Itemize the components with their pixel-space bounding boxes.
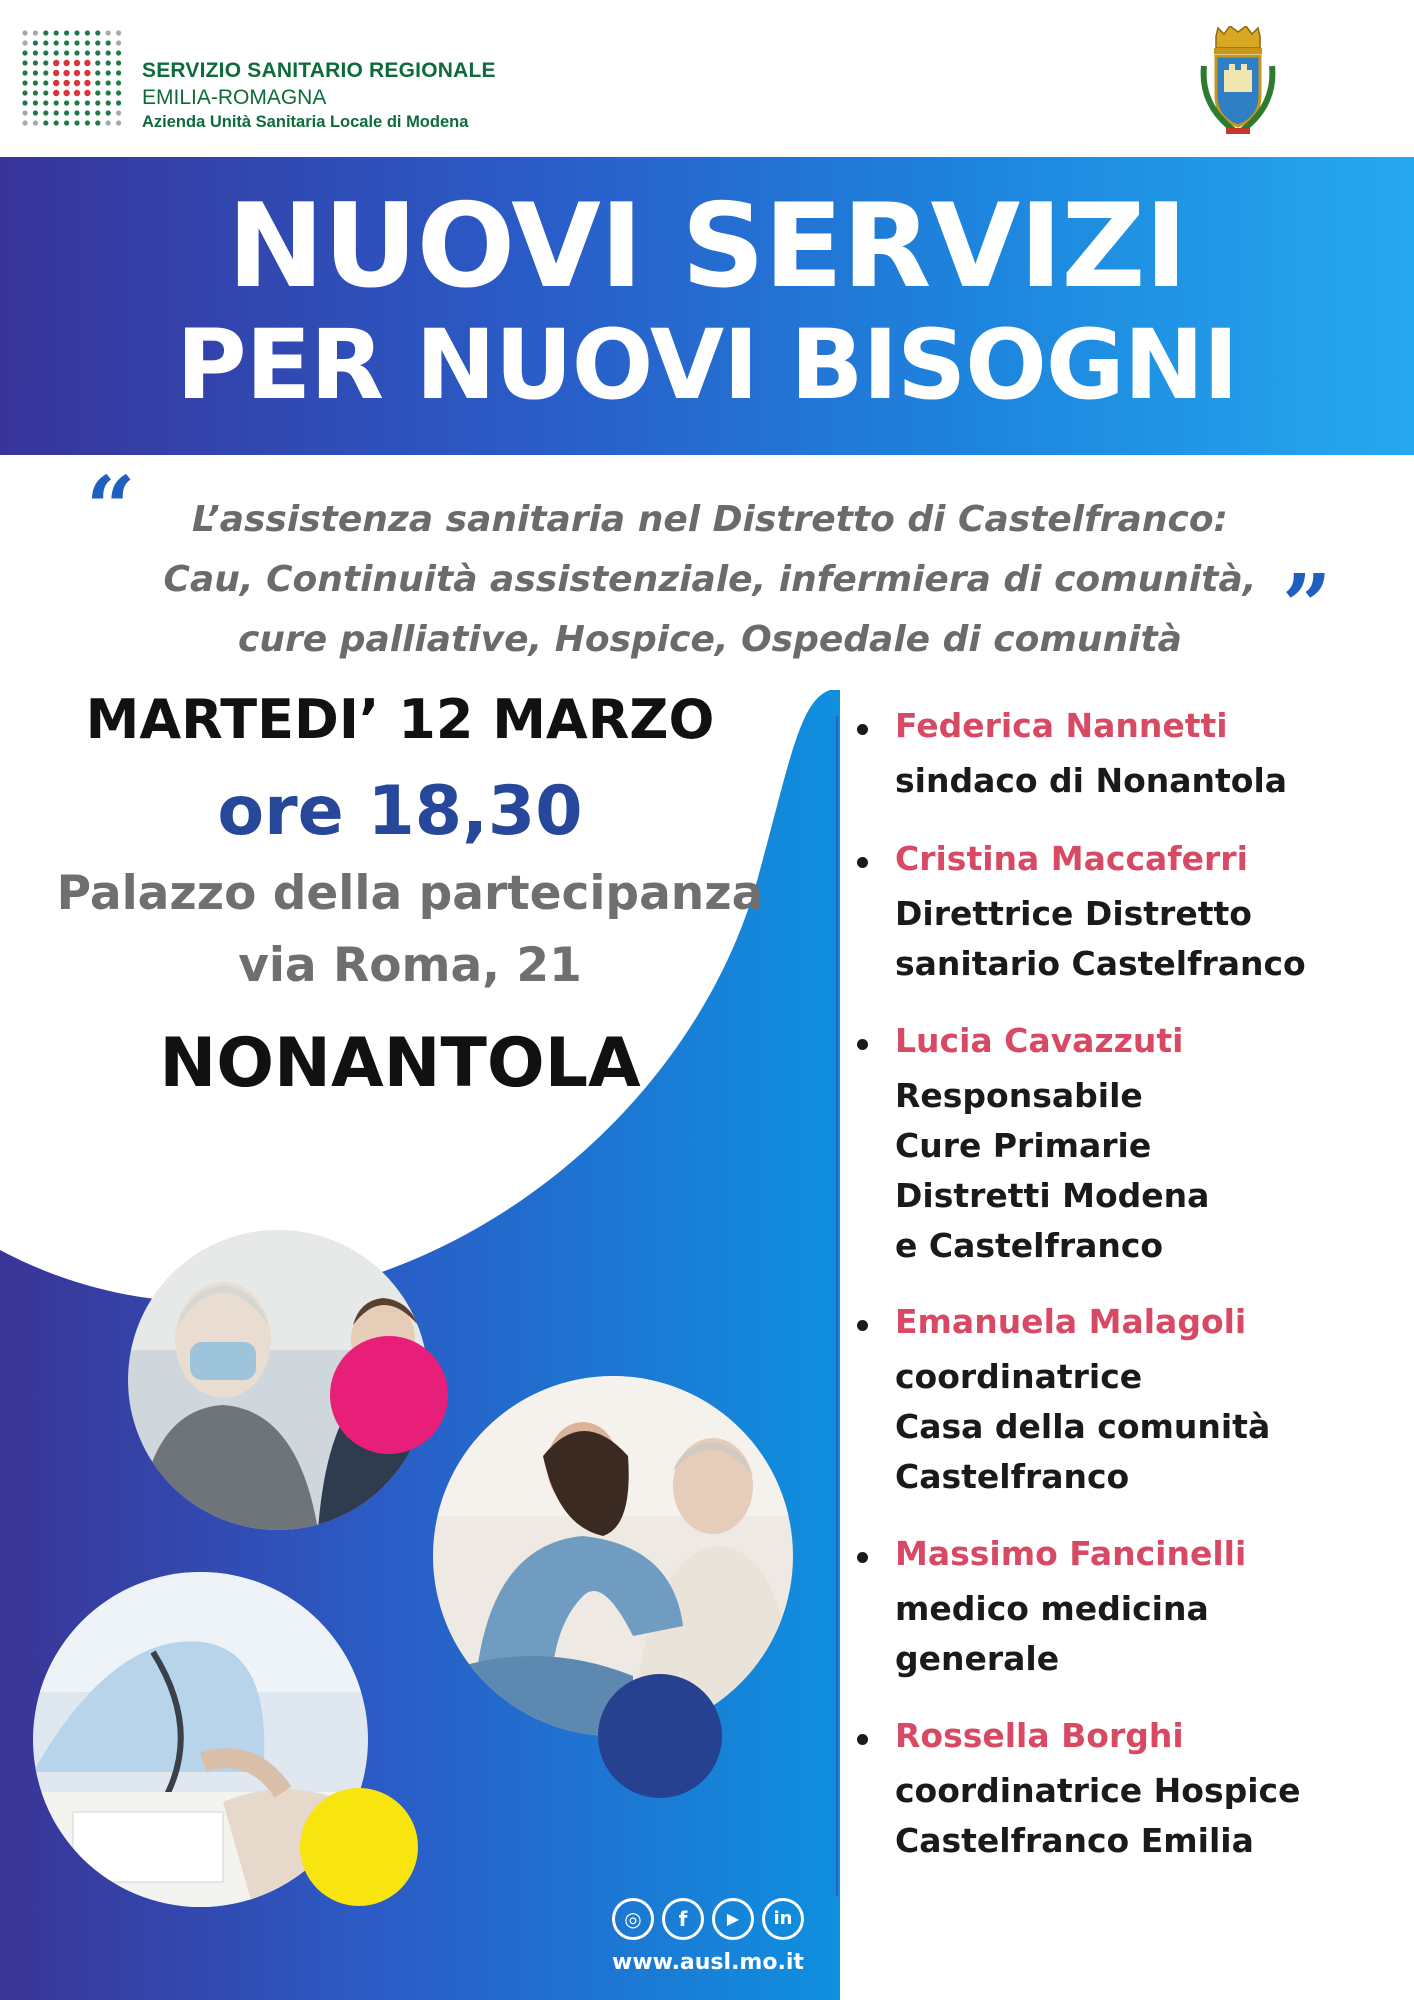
speaker-name: Lucia Cavazzuti <box>895 1021 1184 1060</box>
logo-dot <box>43 100 48 105</box>
logo-dot <box>43 70 48 75</box>
speaker-role <box>895 1584 1209 1684</box>
logo-dot <box>22 100 27 105</box>
logo-dot <box>74 30 79 35</box>
event-venue: Palazzo della partecipanza <box>56 866 764 921</box>
speaker-role-line: Casa della comunità <box>895 1407 1271 1446</box>
logo-dot <box>85 50 90 55</box>
bullet-icon <box>857 1039 868 1050</box>
logo-dot <box>116 30 121 35</box>
magenta-dot <box>330 1336 448 1454</box>
event-city: NONANTOLA <box>159 1024 641 1103</box>
logo-dot <box>74 60 80 66</box>
logo-dot <box>106 40 111 45</box>
logo-dot <box>33 60 38 65</box>
speaker-name: Federica Nannetti <box>895 706 1228 745</box>
logo-dot <box>63 70 69 76</box>
logo-dot <box>43 110 48 115</box>
close-quote-icon: ” <box>1282 556 1332 657</box>
speaker-role-line: Distretti Modena <box>895 1176 1210 1215</box>
logo-dot <box>22 80 27 85</box>
logo-dot <box>33 90 38 95</box>
logo-dot <box>106 70 111 75</box>
quote-line-1: L’assistenza sanitaria nel Distretto di Castelfranco: <box>192 499 1228 540</box>
youtube-icon[interactable]: ▶ <box>712 1898 754 1940</box>
logo-dot <box>53 80 59 86</box>
speaker-role-line: coordinatrice Hospice <box>895 1771 1301 1810</box>
speaker-role-line: Castelfranco Emilia <box>895 1821 1254 1860</box>
logo-dot <box>116 80 121 85</box>
banner-title-line-2: PER NUOVI BISOGNI <box>176 309 1238 421</box>
event-address: via Roma, 21 <box>238 938 582 993</box>
logo-dot <box>106 30 111 35</box>
logo-dot <box>54 30 59 35</box>
logo-dot <box>116 110 121 115</box>
speaker-name: Emanuela Malagoli <box>895 1302 1247 1341</box>
logo-dot <box>106 110 111 115</box>
logo-dot <box>74 90 80 96</box>
bullet-icon <box>857 1320 868 1331</box>
logo-dot <box>85 120 90 125</box>
logo-dot <box>53 90 59 96</box>
speaker-role <box>895 756 1287 806</box>
logo-dot <box>74 110 79 115</box>
quote-line-3: cure palliative, Hospice, Ospedale di comunità <box>238 619 1182 660</box>
event-time: ore 18,30 <box>217 772 583 851</box>
quote-text <box>150 490 1270 670</box>
linkedin-icon[interactable]: in <box>762 1898 804 1940</box>
speaker-role <box>895 1352 1270 1502</box>
logo-dot <box>43 30 48 35</box>
logo-dot <box>43 90 48 95</box>
logo-dot <box>95 110 100 115</box>
logo-dot <box>74 40 79 45</box>
logo-dot <box>106 60 111 65</box>
speaker-role-line: Castelfranco <box>895 1457 1130 1496</box>
logo-dot <box>116 60 121 65</box>
logo-dot <box>95 60 100 65</box>
social-links <box>612 1898 808 1946</box>
logo-dot <box>64 50 69 55</box>
logo-dot <box>106 100 111 105</box>
bullet-icon <box>857 1552 868 1563</box>
logo-dot <box>43 40 48 45</box>
logo-dot <box>22 120 27 125</box>
logo-dot <box>85 100 90 105</box>
logo-dot <box>106 50 111 55</box>
yellow-dot <box>300 1788 418 1906</box>
logo-dot <box>22 50 27 55</box>
speaker-role-line: medico medicina <box>895 1589 1209 1628</box>
logo-dot <box>22 90 27 95</box>
logo-dot <box>116 50 121 55</box>
org-line-3: Azienda Unità Sanitaria Locale di Modena <box>142 112 469 131</box>
speaker-name: Massimo Fancinelli <box>895 1534 1247 1573</box>
logo-dot <box>106 120 111 125</box>
logo-dot <box>116 70 121 75</box>
logo-dot <box>63 90 69 96</box>
organization-name <box>142 58 496 133</box>
facebook-icon[interactable]: f <box>662 1898 704 1940</box>
speaker-role-line: sindaco di Nonantola <box>895 761 1288 800</box>
org-line-2: EMILIA-ROMAGNA <box>142 85 327 109</box>
logo-dot <box>74 120 79 125</box>
logo-dot <box>22 70 27 75</box>
website-link[interactable]: www.ausl.mo.it <box>612 1950 804 1975</box>
vertical-divider <box>836 716 838 1896</box>
logo-dot <box>74 50 79 55</box>
speaker-role-line: coordinatrice <box>895 1357 1143 1396</box>
speaker-role-line: Responsabile <box>895 1076 1143 1115</box>
speaker-role-line: Direttrice Distretto <box>895 894 1252 933</box>
navy-dot <box>598 1674 722 1798</box>
logo-dot <box>85 110 90 115</box>
logo-dot <box>64 40 69 45</box>
logo-dot <box>106 80 111 85</box>
event-date: MARTEDI’ 12 MARZO <box>85 688 715 751</box>
logo-dot <box>54 40 59 45</box>
speaker-name: Cristina Maccaferri <box>895 839 1248 878</box>
bullet-icon <box>857 1734 868 1745</box>
speaker-role <box>895 889 1306 989</box>
logo-dot <box>43 50 48 55</box>
quote-line-2: Cau, Continuità assistenziale, infermiera di comunità, <box>163 559 1257 600</box>
logo-dot <box>95 80 100 85</box>
logo-dot <box>22 30 27 35</box>
title-banner <box>0 157 1414 455</box>
logo-dot <box>54 110 59 115</box>
speaker-role <box>895 1766 1300 1866</box>
logo-dot <box>33 110 38 115</box>
logo-dot <box>95 40 100 45</box>
logo-dot <box>74 80 80 86</box>
logo-dot <box>95 30 100 35</box>
speaker-role-line: generale <box>895 1639 1060 1678</box>
logo-dot <box>54 120 59 125</box>
logo-dot <box>95 100 100 105</box>
speaker-name: Rossella Borghi <box>895 1716 1184 1755</box>
logo-dot <box>116 90 121 95</box>
logo-dot <box>22 40 27 45</box>
banner-title-line-1: NUOVI SERVIZI <box>227 179 1187 314</box>
logo-dot <box>64 110 69 115</box>
logo-dot <box>74 70 80 76</box>
org-line-1: SERVIZIO SANITARIO REGIONALE <box>142 59 496 82</box>
logo-dot <box>33 120 38 125</box>
logo-dot <box>33 70 38 75</box>
open-quote-icon: “ <box>86 458 136 559</box>
logo-dot <box>33 30 38 35</box>
logo-dot <box>116 120 121 125</box>
logo-dot <box>84 60 90 66</box>
logo-dot <box>85 30 90 35</box>
logo-dot <box>64 30 69 35</box>
logo-dot <box>84 90 90 96</box>
logo-dot <box>116 100 121 105</box>
logo-dot <box>63 80 69 86</box>
logo-dot <box>95 70 100 75</box>
logo-dot <box>22 60 27 65</box>
speaker-role-line: e Castelfranco <box>895 1226 1164 1265</box>
bullet-icon <box>857 724 868 735</box>
logo-dot <box>95 120 100 125</box>
logo-dot <box>33 80 38 85</box>
speaker-role-line: Cure Primarie <box>895 1126 1152 1165</box>
bullet-icon <box>857 857 868 868</box>
logo-dot <box>116 40 121 45</box>
logo-dot <box>22 110 27 115</box>
logo-dot <box>74 100 79 105</box>
nurse-patient-photo <box>433 1376 793 1736</box>
logo-dot <box>43 80 48 85</box>
municipal-coat-of-arms-icon <box>1196 26 1280 138</box>
logo-dot <box>33 50 38 55</box>
logo-dot <box>84 70 90 76</box>
logo-dot <box>33 40 38 45</box>
logo-dot <box>84 80 90 86</box>
speaker-role <box>895 1071 1209 1271</box>
speaker-role-line: sanitario Castelfranco <box>895 944 1306 983</box>
logo-dot <box>63 60 69 66</box>
logo-dot <box>64 120 69 125</box>
logo-dot <box>85 40 90 45</box>
instagram-icon[interactable]: ◎ <box>612 1898 654 1940</box>
logo-dot <box>106 90 111 95</box>
logo-dot <box>54 100 59 105</box>
logo-dot <box>43 120 48 125</box>
logo-dot <box>43 60 48 65</box>
logo-dot <box>53 60 59 66</box>
logo-dot <box>95 50 100 55</box>
logo-dot <box>53 70 59 76</box>
logo-dot <box>54 50 59 55</box>
logo-dot <box>64 100 69 105</box>
dot-grid-logo-icon <box>20 28 124 128</box>
logo-dot <box>95 90 100 95</box>
logo-dot <box>33 100 38 105</box>
